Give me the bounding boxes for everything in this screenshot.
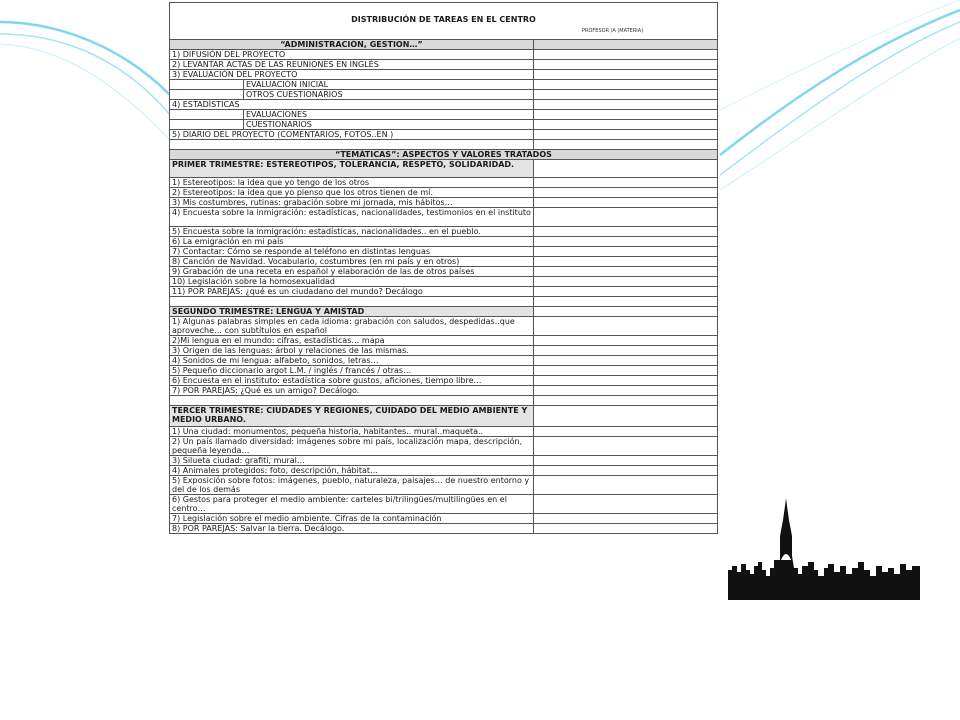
task-row: 8) POR PAREJAS: Salvar la tierra. Decálogo. <box>170 524 534 534</box>
task-row: 2)Mi lengua en el mundo: cifras, estadísticas… mapa <box>170 336 534 346</box>
task-row: 1) Una ciudad: monumentos, pequeña historia, habitantes.. mural..maqueta.. <box>170 427 534 437</box>
task-row: 6) Encuesta en el instituto: estadística sobre gustos, aficiones, tiempo libre… <box>170 376 534 386</box>
task-row: 2) Estereotipos: la idea que yo pienso que los otros tienen de mí. <box>170 188 534 198</box>
task-row: 6) Gestos para proteger el medio ambiente: carteles bi/trilingües/multilingües en el centro… <box>170 495 534 514</box>
admin-header: “ADMINISTRACIÓN, GESTION…” <box>170 40 534 50</box>
task-row: 11) POR PAREJAS: ¿qué es un ciudadano del mundo? Decálogo <box>170 287 534 297</box>
admin-subrow: OTROS CUESTIONARIOS <box>244 90 534 100</box>
task-row: 1) Algunas palabras simples en cada idioma: grabación con saludos, despedidas..que aproveche… con subtítulos en español <box>170 317 534 336</box>
task-row: 4) Sonidos de mi lengua: alfabeto, sonidos, letras… <box>170 356 534 366</box>
task-row: 8) Canción de Navidad. Vocabulario, costumbres (en mi país y en otros) <box>170 257 534 267</box>
task-row: 4) Encuesta sobre la inmigración: estadísticas, nacionalidades, testimonios en el instituto <box>170 208 534 227</box>
task-distribution-table <box>169 2 718 534</box>
task-row: 4) Animales protegidos: foto, descripción, hábitat… <box>170 466 534 476</box>
task-row: 2) Un país llamado diversidad: imágenes sobre mi país, localización mapa, descripción, pequeña leyenda… <box>170 437 534 456</box>
task-row: 7) Legislación sobre el medio ambiente. Cifras de la contaminación <box>170 514 534 524</box>
table-title: DISTRIBUCIÓN DE TAREAS EN EL CENTRO PROFESOR /A (MATERIA) <box>170 3 718 40</box>
paris-skyline-image <box>728 496 920 600</box>
third-term-heading: TERCER TRIMESTRE: CIUDADES Y REGIONES, CUIDADO DEL MEDIO AMBIENTE Y MEDIO URBANO. <box>170 406 534 427</box>
task-row: 10) Legislación sobre la homosexualidad <box>170 277 534 287</box>
task-row: 3) Origen de las lenguas: árbol y relaciones de las mismas. <box>170 346 534 356</box>
admin-row: 2) LEVANTAR ACTAS DE LAS REUNIONES EN INGLÉS <box>170 60 534 70</box>
first-term-heading: PRIMER TRIMESTRE: ESTEREOTIPOS, TOLERANCIA, RESPETO, SOLIDARIDAD. <box>170 160 534 178</box>
task-row: 7) Contactar: Cómo se responde al teléfono en distintas lenguas <box>170 247 534 257</box>
admin-row: 1) DIFUSIÓN DEL PROYECTO <box>170 50 534 60</box>
task-row: 7) POR PAREJAS: ¿Qué es un amigo? Decálogo. <box>170 386 534 396</box>
admin-subrow: CUESTIONARIOS <box>244 120 534 130</box>
task-row: 9) Grabación de una receta en español y elaboración de las de otros países <box>170 267 534 277</box>
task-row: 5) Pequeño diccionario argot L.M. / inglés / francés / otras… <box>170 366 534 376</box>
task-row: 3) Silueta ciudad: grafiti, mural… <box>170 456 534 466</box>
admin-subrow: EVALUACIÓN INICIAL <box>244 80 534 90</box>
second-term-heading: SEGUNDO TRIMESTRE: LENGUA Y AMISTAD <box>170 307 534 317</box>
task-row: 5) Exposición sobre fotos: imágenes, pueblo, naturaleza, paisajes… de nuestro entorno y del de los demás <box>170 476 534 495</box>
table-subtitle: PROFESOR /A (MATERIA) <box>582 28 644 34</box>
admin-subrow: EVALUACIONES <box>244 110 534 120</box>
admin-row: 4) ESTADÍSTICAS <box>170 100 534 110</box>
task-row: 1) Estereotipos: la idea que yo tengo de los otros <box>170 178 534 188</box>
tematicas-header: “TEMÁTICAS”: ASPECTOS Y VALORES TRATADOS <box>170 150 718 160</box>
admin-row: 5) DIARIO DEL PROYECTO (COMENTARIOS, FOTOS..EN ) <box>170 130 534 140</box>
task-row: 5) Encuesta sobre la inmigración: estadísticas, nacionalidades.. en el pueblo. <box>170 227 534 237</box>
admin-row: 3) EVALUACIÓN DEL PROYECTO <box>170 70 534 80</box>
task-row: 3) Mis costumbres, rutinas: grabación sobre mi jornada, mis hábitos… <box>170 198 534 208</box>
task-row: 6) La emigración en mi país <box>170 237 534 247</box>
